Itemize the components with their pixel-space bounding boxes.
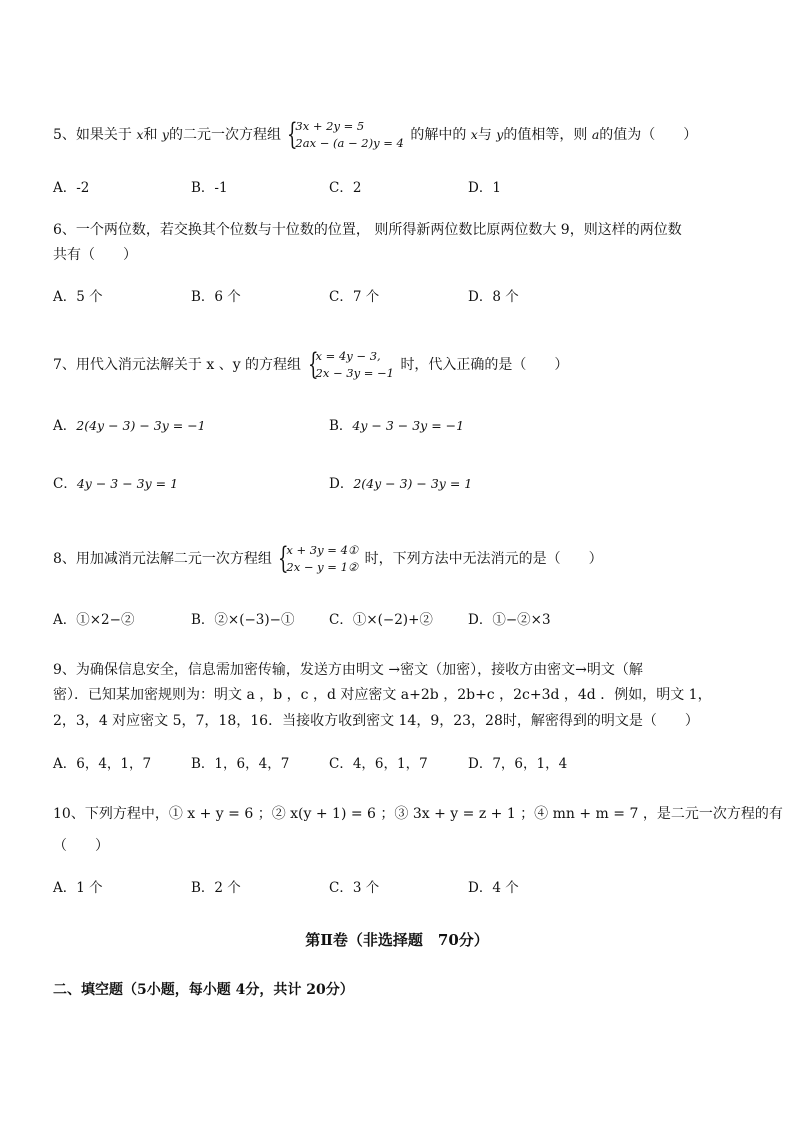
q7-option-b-math: 4y − 3 − 3y = −1	[352, 418, 465, 433]
q9-line3: 2，3，4 对应密文 5，7，18，16．当接收方收到密文 14，9，23，28时，解密得到的明文是（ ）	[53, 713, 699, 729]
q5-option-c[interactable]: C．2	[329, 180, 362, 196]
q6-option-d[interactable]: D．8 个	[468, 289, 519, 305]
q9-options	[53, 755, 753, 773]
q5-options	[53, 179, 753, 197]
q10-option-a[interactable]: A．1 个	[53, 880, 103, 896]
q7-options-row1	[53, 417, 753, 435]
q5-option-b[interactable]: B．-1	[191, 180, 228, 196]
q6-option-c[interactable]: C．7 个	[329, 289, 380, 305]
q6-line1: 6、一个两位数，若交换其个位数与十位数的位置， 则所得新两位数比原两位数大 9，则这样的两位数	[53, 222, 682, 238]
q9-line2: 密）．已知某加密规则为：明文 a ，b ，c ，d 对应密文 a+2b ，2b+c ，2c+3d ，4d ．例如，明文 1，	[53, 687, 712, 703]
q7-options-row2	[53, 475, 753, 493]
q7-equation-system	[308, 348, 394, 382]
q5-var-x2: x	[470, 127, 478, 142]
q10-line2: （ ）	[53, 838, 109, 854]
q5-eq1: 3x + 2y = 5	[295, 119, 365, 133]
q5-option-a[interactable]: A．-2	[53, 180, 90, 196]
q7-suffix: 时，代入正确的是（ ）	[400, 357, 569, 373]
q10-options	[53, 879, 753, 897]
q8-brace: {	[278, 541, 289, 576]
q7-eq1: x = 4y − 3,	[315, 349, 381, 363]
q7-option-a[interactable]	[53, 417, 206, 435]
q5-var-x: x	[136, 127, 144, 142]
q8-option-d[interactable]: D．①−②×3	[468, 612, 551, 628]
q6-option-b[interactable]: B．6 个	[191, 289, 241, 305]
q8-stem	[53, 542, 603, 576]
q5-var-a: a	[591, 127, 600, 142]
q7-option-c-math: 4y − 3 − 3y = 1	[76, 476, 179, 491]
q7-stem	[53, 348, 568, 382]
q9-line1: 9、为确保信息安全，信息需加密传输，发送方由明文 →密文（加密），接收方由密文→明文（解	[53, 662, 643, 678]
q5-option-d[interactable]: D．1	[468, 180, 501, 196]
q5-stem	[53, 118, 697, 152]
q7-option-c-label: C．	[53, 476, 77, 492]
q10-line1: 10、下列方程中，① x + y = 6 ；② x(y + 1) = 6 ；③ 3x + y = z + 1 ；④ mn + m = 7 ，是二元一次方程的有	[53, 806, 783, 822]
q5-suffix3: 的值为（ ）	[599, 127, 698, 143]
q8-eq1: x + 3y = 4①	[286, 543, 359, 557]
q7-option-a-label: A．	[53, 418, 77, 434]
q5-prefix: 5、如果关于	[53, 127, 132, 143]
q7-eq2: 2x − 3y = −1	[315, 366, 394, 380]
q9-option-a[interactable]: A．6，4，1，7	[53, 756, 152, 772]
q7-option-c[interactable]	[53, 475, 178, 493]
q5-eq2: 2ax − (a − 2)y = 4	[295, 136, 404, 150]
q5-suffix2: 的值相等，则	[503, 127, 588, 143]
q9-option-b[interactable]: B．1，6，4，7	[191, 756, 290, 772]
q7-brace: {	[307, 347, 319, 382]
q7-prefix: 7、用代入消元法解关于 x 、y 的方程组	[53, 357, 302, 373]
q7-option-d[interactable]	[329, 475, 472, 493]
q8-prefix: 8、用加减消元法解二元一次方程组	[53, 551, 272, 567]
section-title: 第Ⅱ卷（非选择题 70分）	[305, 931, 489, 949]
q8-option-a[interactable]: A．①×2−②	[53, 612, 135, 628]
q5-suffix1: 的解中的	[410, 127, 467, 143]
q7-option-b-label: B．	[329, 418, 353, 434]
q8-option-c[interactable]: C．①×(−2)+②	[329, 612, 433, 628]
q8-eq2: 2x − y = 1②	[286, 560, 359, 574]
q7-option-a-math: 2(4y − 3) − 3y = −1	[76, 418, 206, 433]
q7-option-b[interactable]	[329, 417, 464, 435]
q6-options	[53, 288, 753, 306]
q5-equation-system	[287, 118, 403, 152]
q8-equation-system	[278, 542, 358, 576]
q5-var-y2: y	[496, 127, 504, 142]
q5-and: 和	[143, 127, 158, 143]
q8-options	[53, 611, 753, 629]
q10-option-c[interactable]: C．3 个	[329, 880, 380, 896]
q7-option-d-math: 2(4y − 3) − 3y = 1	[353, 476, 473, 491]
q5-brace: {	[287, 117, 298, 152]
q6-option-a[interactable]: A．5 个	[53, 289, 103, 305]
q8-suffix: 时，下列方法中无法消元的是（ ）	[364, 551, 603, 567]
q6-line2: 共有（ ）	[53, 247, 137, 263]
q8-option-b[interactable]: B．②×(−3)−①	[191, 612, 295, 628]
q5-var-y: y	[161, 127, 169, 142]
q9-option-d[interactable]: D．7，6，1，4	[468, 756, 568, 772]
section-subtitle: 二、填空题（5小题，每小题 4分，共计 20分）	[53, 982, 354, 998]
q9-option-c[interactable]: C．4，6，1，7	[329, 756, 428, 772]
q7-option-d-label: D．	[329, 476, 354, 492]
q10-option-d[interactable]: D．4 个	[468, 880, 519, 896]
q5-with: 与	[477, 127, 492, 143]
q5-mid: 的二元一次方程组	[168, 127, 281, 143]
q10-option-b[interactable]: B．2 个	[191, 880, 241, 896]
